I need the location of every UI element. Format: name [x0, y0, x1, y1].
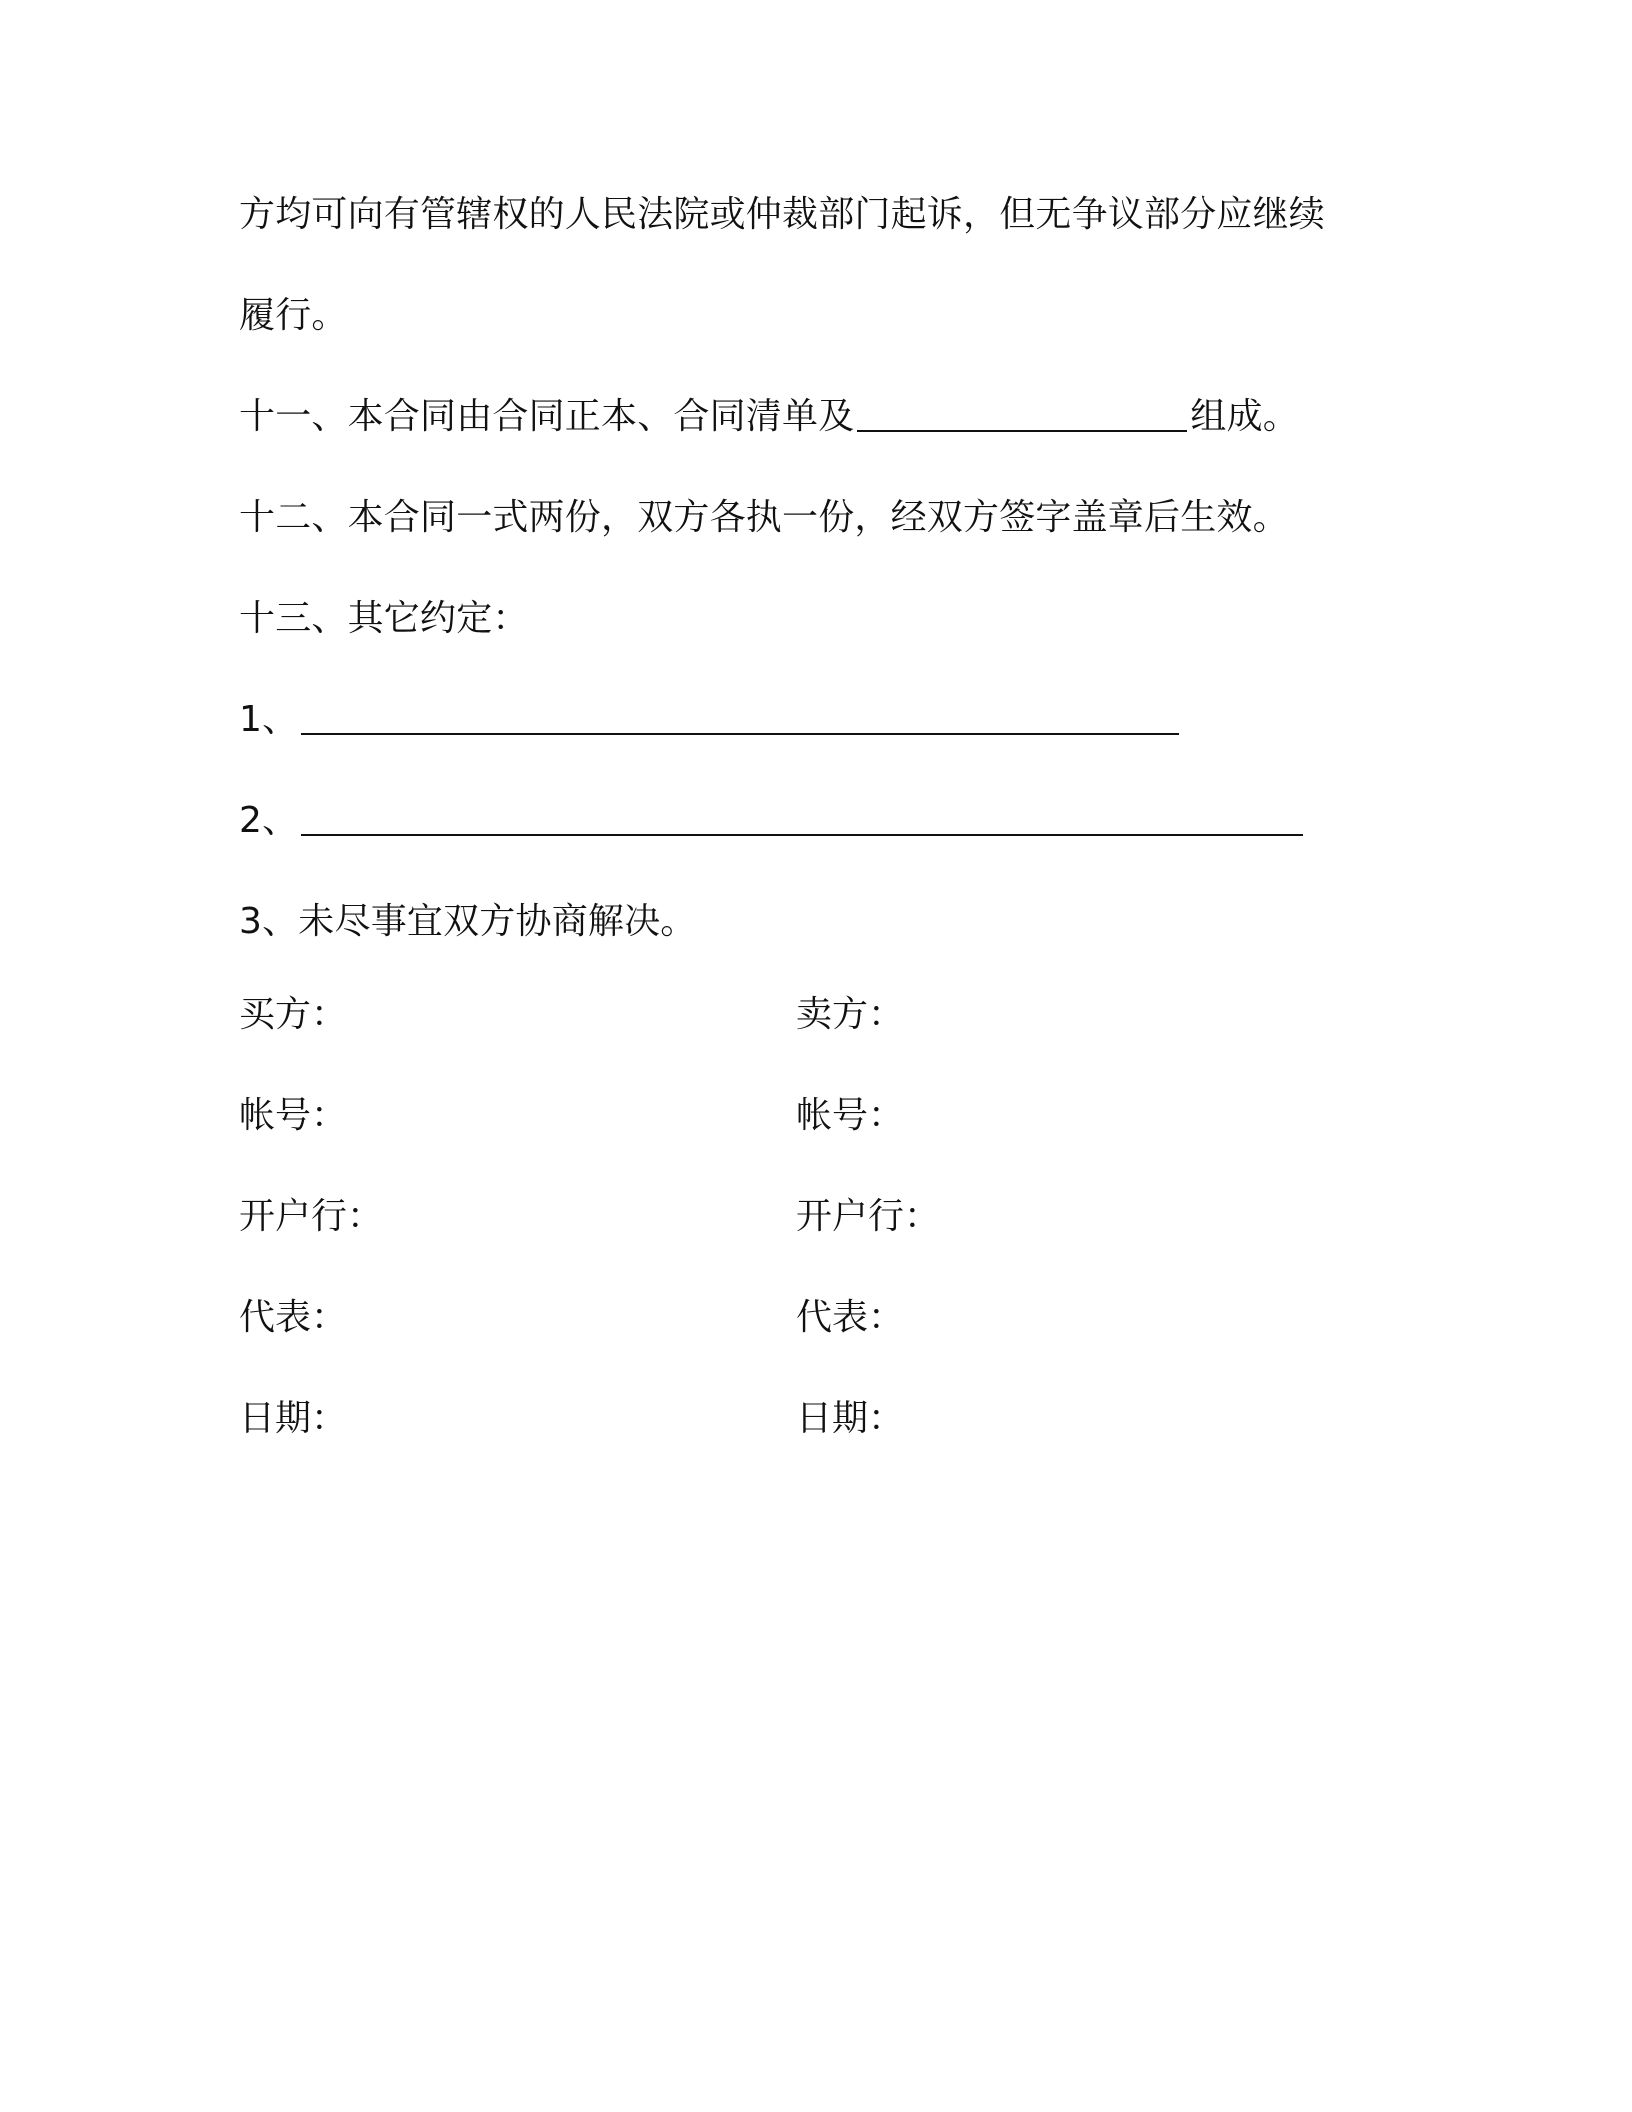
buyer-date-label: 日期： [239, 1398, 348, 1439]
other-agreement-item-3: 3、未尽事宜双方协商解决。 [239, 901, 697, 942]
seller-label: 卖方： [796, 994, 905, 1035]
buyer-account-label: 帐号： [239, 1095, 348, 1136]
contract-text [239, 190, 1419, 998]
buyer-label: 买方： [239, 994, 348, 1035]
seller-representative-label: 代表： [796, 1297, 905, 1338]
signature-account-row [239, 1091, 1419, 1192]
article-eleven-ending: 组成。 [1190, 396, 1300, 437]
seller-date-label: 日期： [796, 1398, 905, 1439]
article-twelve: 十二、本合同一式两份，双方各执一份，经双方签字盖章后生效。 [239, 497, 1289, 538]
signature-bank-row [239, 1192, 1419, 1293]
signature-date-row [239, 1394, 1419, 1495]
dispute-clause-continuation: 方均可向有管辖权的人民法院或仲裁部门起诉，但无争议部分应继续 [239, 194, 1326, 235]
dispute-clause-ending: 履行。 [239, 295, 348, 336]
signature-representative-row [239, 1293, 1419, 1394]
item-number-1: 1、 [239, 699, 299, 740]
buyer-bank-label: 开户行： [239, 1196, 384, 1237]
seller-account-label: 帐号： [796, 1095, 905, 1136]
article-eleven [239, 392, 1419, 493]
signature-party-row [239, 990, 1419, 1091]
item-number-2: 2、 [239, 800, 299, 841]
other-agreement-item-2 [239, 796, 1419, 897]
article-eleven-text: 十一、本合同由合同正本、合同清单及 [239, 396, 855, 437]
article-thirteen: 十三、其它约定： [239, 598, 529, 639]
item-1-blank[interactable] [301, 697, 1179, 735]
buyer-representative-label: 代表： [239, 1297, 348, 1338]
signature-section [239, 990, 1419, 1495]
seller-bank-label: 开户行： [796, 1196, 941, 1237]
item-2-blank[interactable] [301, 798, 1303, 836]
article-eleven-blank[interactable] [857, 394, 1187, 432]
other-agreement-item-1 [239, 695, 1419, 796]
